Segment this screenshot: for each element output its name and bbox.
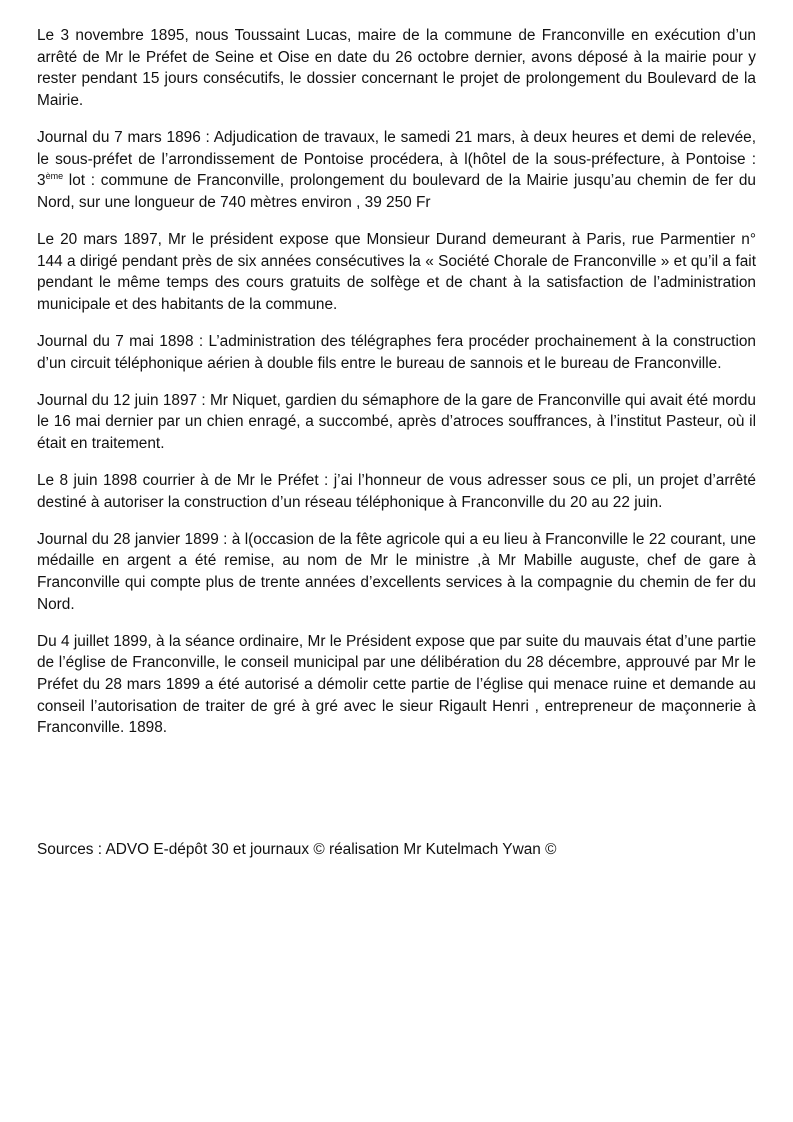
paragraph-gardien-semaphore: Journal du 12 juin 1897 : Mr Niquet, gardien du sémaphore de la gare de Franconville qui avait été mordu le 16 mai dernier par un chien enragé, a succombé, après d’atroces souffrances, à l’institut Pasteur, où il était en traitement. [37, 391, 756, 452]
ordinal-superscript: ème [45, 171, 64, 182]
adjudication-text-before: Journal du 7 mars 1896 : Adjudication de travaux, le samedi 21 mars, à deux heures et demi de relevée, le sous-préfet de l’arrondissement de Pontoise procédera, à l(hôtel de la sous-préfecture, à Pontoise : 3 [37, 128, 756, 190]
paragraph-adjudication-travaux [37, 127, 756, 213]
paragraph-eglise-demolition: Du 4 juillet 1899, à la séance ordinaire, Mr le Président expose que par suite du mauvais état d’une partie de l’église de Franconville, le conseil municipal par une délibération du 28 décembre, approuvé par Mr le Préfet du 28 mars 1899 a été autorisé a démolir cette partie de l’église qui menace ruine et demande au conseil l’autorisation de traiter de gré à gré avec le sieur Rigault Henri , entrepreneur de maçonnerie à Franconville. 1898. [37, 632, 756, 737]
document-body [37, 25, 756, 739]
paragraph-boulevard-dossier: Le 3 novembre 1895, nous Toussaint Lucas, maire de la commune de Franconville en exécution d’un arrêté de Mr le Préfet de Seine et Oise en date du 26 octobre dernier, avons déposé à la mairie pour y rester pendant 15 jours consécutifs, le dossier concernant le projet de prolongement du Boulevard de la Mairie. [37, 27, 756, 109]
sources-line: Sources : ADVO E-dépôt 30 et journaux © réalisation Mr Kutelmach Ywan © [37, 841, 557, 858]
paragraph-societe-chorale: Le 20 mars 1897, Mr le président expose que Monsieur Durand demeurant à Paris, rue Parmentier n° 144 a dirigé pendant près de six années consécutives la « Société Chorale de Franconville » et qu’il a fait pendant le même temps des cours gratuits de solfège et de chant à la satisfaction de l’administration municipale et des habitants de la commune. [37, 230, 756, 313]
paragraph-circuit-telephonique: Journal du 7 mai 1898 : L’administration des télégraphes fera procéder prochainement à la construction d’un circuit téléphonique aérien à double fils entre le bureau de sannois et le bureau de Franconville. [37, 332, 756, 372]
paragraph-courrier-prefet: Le 8 juin 1898 courrier à de Mr le Préfet : j’ai l’honneur de vous adresser sous ce pli, un projet d’arrêté destiné à autoriser la construction d’un réseau téléphonique à Franconville du 20 au 22 juin. [37, 472, 756, 511]
paragraph-fete-agricole: Journal du 28 janvier 1899 : à l(occasion de la fête agricole qui a eu lieu à Franconville le 22 courant, une médaille en argent a été remise, au nom de Mr le ministre ,à Mr Mabille auguste, chef de gare à Franconville qui compte plus de trente années d’excellents services à la compagnie du chemin de fer du Nord. [37, 530, 756, 613]
adjudication-text-after: lot : commune de Franconville, prolongement du boulevard de la Mairie jusqu’au chemin de fer du Nord, sur une longueur de 740 mètres environ , 39 250 Fr [37, 172, 756, 211]
